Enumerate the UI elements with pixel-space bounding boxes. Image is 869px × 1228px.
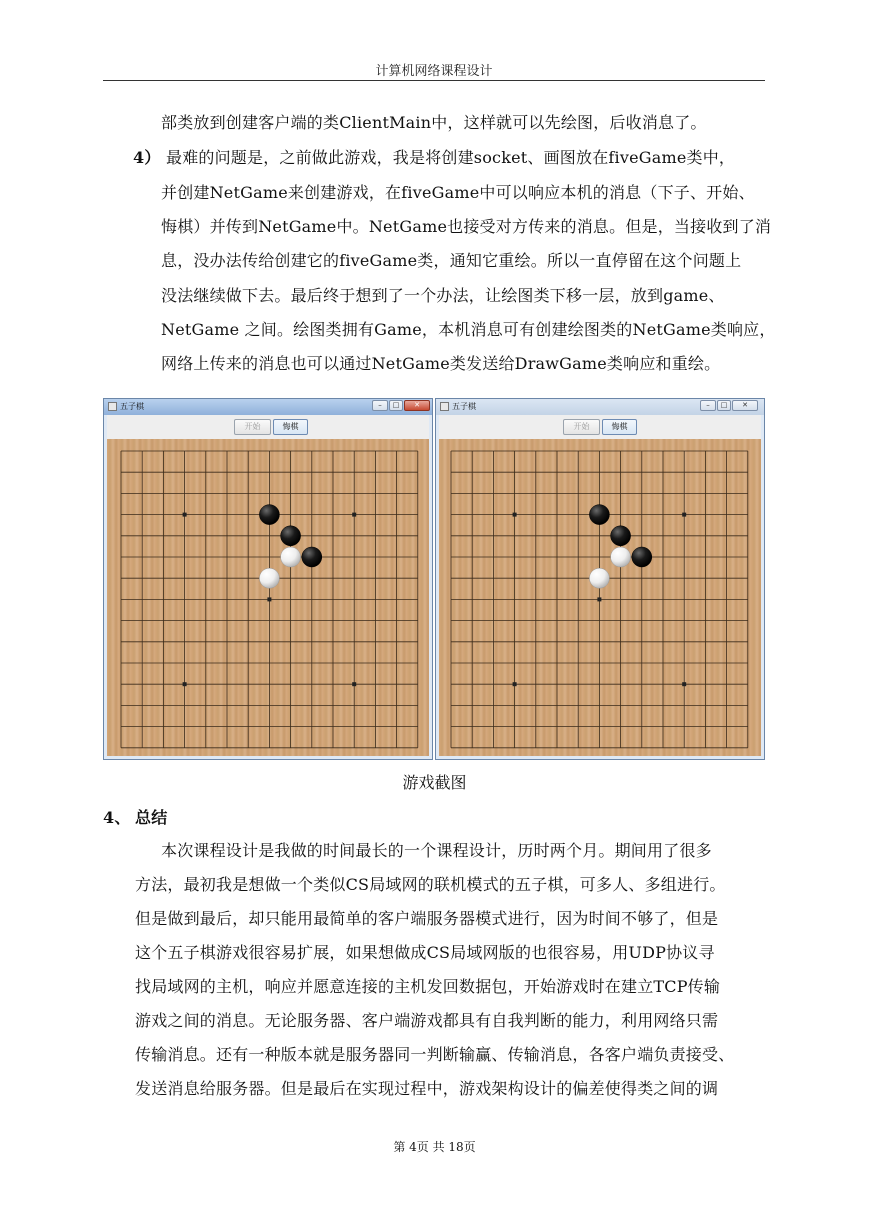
page-header-title: 计算机网络课程设计 bbox=[375, 64, 493, 79]
star-point bbox=[597, 597, 601, 601]
body-line: 方法，最初我是想做一个类似CS局域网的联机模式的五子棋，可多人、多组进行。 bbox=[135, 875, 726, 894]
game-window-2 bbox=[435, 398, 765, 760]
body-line: 并创建NetGame来创建游戏，在fiveGame中可以响应本机的消息（下子、开始、 bbox=[161, 183, 755, 202]
body-line: NetGame 之间。绘图类拥有Game，本机消息可有创建绘图类的NetGame类响应， bbox=[161, 320, 776, 339]
toolbar bbox=[439, 415, 761, 439]
minimize-button[interactable]: – bbox=[372, 400, 388, 411]
toolbar bbox=[107, 415, 429, 439]
black-stone bbox=[611, 526, 631, 546]
page-footer: 第 4页 共 18页 bbox=[393, 1140, 476, 1154]
board-svg bbox=[439, 439, 763, 757]
undo-button[interactable]: 悔棋 bbox=[602, 419, 637, 435]
section-number: 4、 bbox=[103, 808, 131, 827]
window-title: 五子棋 bbox=[120, 402, 144, 411]
close-button[interactable]: ✕ bbox=[732, 400, 758, 411]
star-point bbox=[352, 682, 356, 686]
body-line: 部类放到创建客户端的类ClientMain中，这样就可以先绘图，后收消息了。 bbox=[161, 113, 707, 132]
white-stone bbox=[281, 547, 301, 567]
body-line: 这个五子棋游戏很容易扩展，如果想做成CS局域网版的也很容易，用UDP协议寻 bbox=[135, 943, 715, 962]
black-stone bbox=[632, 547, 652, 567]
minimize-button[interactable]: – bbox=[700, 400, 716, 411]
black-stone bbox=[281, 526, 301, 546]
maximize-button[interactable]: □ bbox=[717, 400, 731, 411]
figure-caption: 游戏截图 bbox=[402, 773, 467, 792]
close-button[interactable]: ✕ bbox=[404, 400, 430, 411]
body-line: 传输消息。还有一种版本就是服务器同一判断输赢、传输消息，各客户端负责接受、 bbox=[135, 1045, 735, 1064]
white-stone bbox=[611, 547, 631, 567]
star-point bbox=[267, 597, 271, 601]
star-point bbox=[183, 682, 187, 686]
black-stone bbox=[259, 505, 279, 525]
start-button[interactable]: 开始 bbox=[563, 419, 600, 435]
gomoku-board[interactable] bbox=[439, 439, 761, 756]
star-point bbox=[183, 513, 187, 517]
gomoku-board[interactable] bbox=[107, 439, 429, 756]
body-line: 悔棋）并传到NetGame中。NetGame也接受对方传来的消息。但是，当接收到了消 bbox=[161, 217, 772, 236]
star-point bbox=[352, 513, 356, 517]
app-icon bbox=[108, 402, 117, 411]
body-line: 游戏之间的消息。无论服务器、客户端游戏都具有自我判断的能力，利用网络只需 bbox=[135, 1011, 719, 1030]
body-line: 但是做到最后，却只能用最简单的客户端服务器模式进行，因为时间不够了，但是 bbox=[135, 909, 719, 928]
window-titlebar[interactable] bbox=[104, 399, 432, 415]
window-titlebar[interactable] bbox=[436, 399, 764, 415]
white-stone bbox=[259, 568, 279, 588]
maximize-button[interactable]: □ bbox=[389, 400, 403, 411]
body-line: 没法继续做下去。最后终于想到了一个办法，让绘图类下移一层，放到game、 bbox=[161, 286, 725, 305]
window-title: 五子棋 bbox=[452, 402, 476, 411]
header-rule bbox=[103, 80, 765, 81]
body-line: 息，没办法传给创建它的fiveGame类，通知它重绘。所以一直停留在这个问题上 bbox=[161, 251, 742, 270]
body-line: 最难的问题是，之前做此游戏，我是将创建socket、画图放在fiveGame类中， bbox=[166, 148, 736, 167]
game-window-1 bbox=[103, 398, 433, 760]
star-point bbox=[682, 682, 686, 686]
list-item-marker: 4） bbox=[133, 148, 161, 167]
section-heading: 总结 bbox=[135, 808, 168, 827]
body-line: 本次课程设计是我做的时间最长的一个课程设计，历时两个月。期间用了很多 bbox=[161, 841, 712, 860]
black-stone bbox=[302, 547, 322, 567]
star-point bbox=[513, 682, 517, 686]
undo-button[interactable]: 悔棋 bbox=[273, 419, 308, 435]
board-svg bbox=[107, 439, 431, 757]
start-button[interactable]: 开始 bbox=[234, 419, 271, 435]
black-stone bbox=[589, 505, 609, 525]
body-line: 发送消息给服务器。但是最后在实现过程中，游戏架构设计的偏差使得类之间的调 bbox=[135, 1079, 719, 1098]
app-icon bbox=[440, 402, 449, 411]
star-point bbox=[513, 513, 517, 517]
body-line: 找局域网的主机，响应并愿意连接的主机发回数据包，开始游戏时在建立TCP传输 bbox=[135, 977, 721, 996]
white-stone bbox=[589, 568, 609, 588]
body-line: 网络上传来的消息也可以通过NetGame类发送给DrawGame类响应和重绘。 bbox=[161, 354, 721, 373]
star-point bbox=[682, 513, 686, 517]
